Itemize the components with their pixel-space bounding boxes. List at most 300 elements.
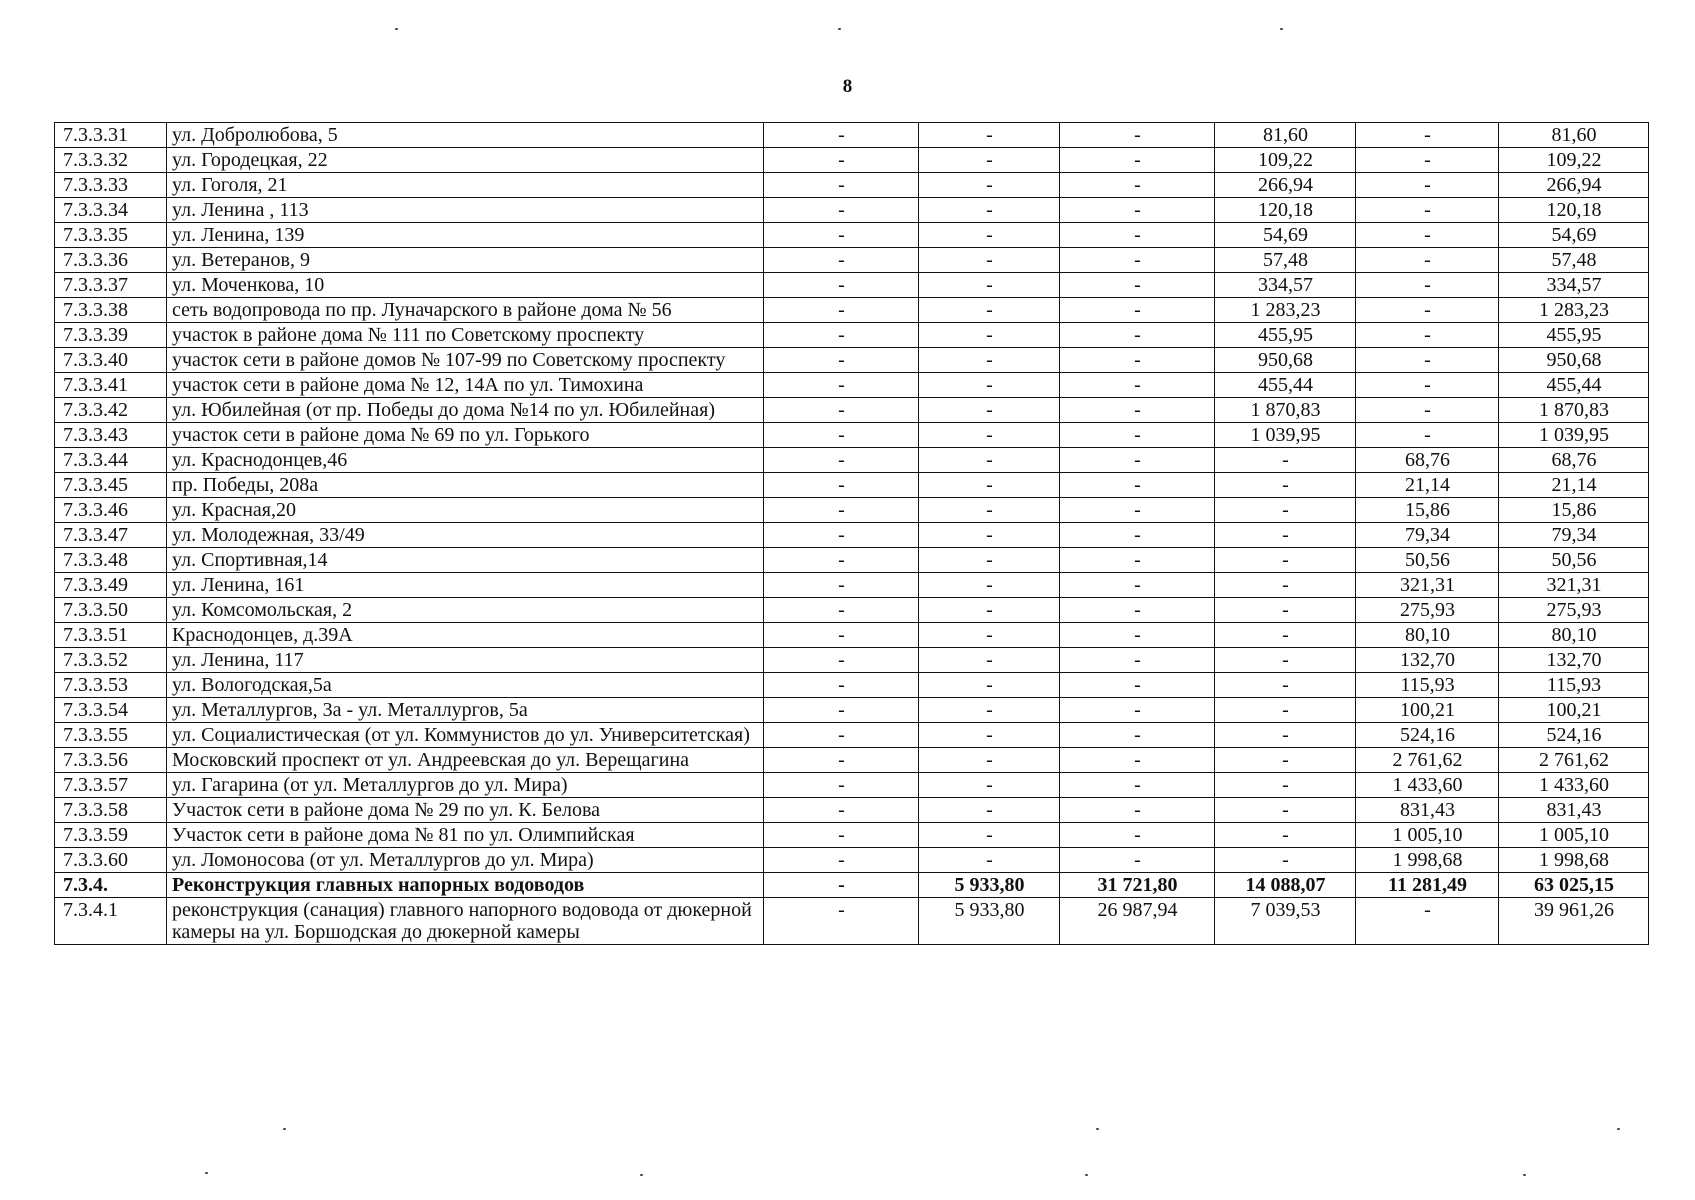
- value-col-2: -: [919, 548, 1060, 573]
- value-col-2: -: [919, 398, 1060, 423]
- table-row: [55, 773, 1649, 798]
- row-name: Участок сети в районе дома № 81 по ул. Олимпийская: [167, 823, 764, 848]
- table-row: [55, 373, 1649, 398]
- value-total: 1 870,83: [1499, 398, 1649, 423]
- value-col-5: -: [1356, 348, 1499, 373]
- value-col-5: 100,21: [1356, 698, 1499, 723]
- table-row: [55, 598, 1649, 623]
- value-col-1: -: [764, 323, 919, 348]
- row-code: 7.3.3.59: [55, 823, 167, 848]
- row-code: 7.3.3.36: [55, 248, 167, 273]
- row-code: 7.3.3.54: [55, 698, 167, 723]
- row-name: Краснодонцев, д.39А: [167, 623, 764, 648]
- row-name: ул. Ленина, 117: [167, 648, 764, 673]
- value-total: 57,48: [1499, 248, 1649, 273]
- value-col-1: -: [764, 373, 919, 398]
- row-code: 7.3.3.32: [55, 148, 167, 173]
- row-name: Реконструкция главных напорных водоводов: [167, 873, 764, 898]
- row-code: 7.3.3.51: [55, 623, 167, 648]
- value-col-3: -: [1060, 223, 1215, 248]
- value-col-4: 455,44: [1215, 373, 1356, 398]
- value-col-1: -: [764, 248, 919, 273]
- value-col-2: -: [919, 123, 1060, 148]
- value-total: 15,86: [1499, 498, 1649, 523]
- row-code: 7.3.3.41: [55, 373, 167, 398]
- row-name: ул. Ленина, 139: [167, 223, 764, 248]
- row-code: 7.3.3.35: [55, 223, 167, 248]
- row-code: 7.3.3.52: [55, 648, 167, 673]
- value-col-3: -: [1060, 248, 1215, 273]
- value-col-2: -: [919, 198, 1060, 223]
- value-total: 50,56: [1499, 548, 1649, 573]
- value-total: 455,44: [1499, 373, 1649, 398]
- value-col-1: -: [764, 673, 919, 698]
- value-col-3: -: [1060, 773, 1215, 798]
- scan-speck: [1280, 28, 1283, 30]
- value-col-2: 5 933,80: [919, 898, 1060, 945]
- table-row: [55, 748, 1649, 773]
- value-col-3: -: [1060, 498, 1215, 523]
- value-col-5: -: [1356, 123, 1499, 148]
- scan-speck: [205, 1172, 208, 1174]
- value-col-4: 120,18: [1215, 198, 1356, 223]
- table-row: [55, 698, 1649, 723]
- value-col-4: -: [1215, 748, 1356, 773]
- value-col-5: 1 005,10: [1356, 823, 1499, 848]
- value-col-5: -: [1356, 423, 1499, 448]
- value-col-5: 2 761,62: [1356, 748, 1499, 773]
- value-col-5: 275,93: [1356, 598, 1499, 623]
- value-col-4: -: [1215, 498, 1356, 523]
- row-name: сеть водопровода по пр. Луначарского в районе дома № 56: [167, 298, 764, 323]
- row-name: Московский проспект от ул. Андреевская до ул. Верещагина: [167, 748, 764, 773]
- value-col-4: -: [1215, 698, 1356, 723]
- row-code: 7.3.3.45: [55, 473, 167, 498]
- row-name: ул. Моченкова, 10: [167, 273, 764, 298]
- row-name: ул. Гоголя, 21: [167, 173, 764, 198]
- row-name: ул. Ломоносова (от ул. Металлургов до ул. Мира): [167, 848, 764, 873]
- value-col-3: -: [1060, 473, 1215, 498]
- value-col-4: -: [1215, 598, 1356, 623]
- value-total: 334,57: [1499, 273, 1649, 298]
- table-row: [55, 448, 1649, 473]
- value-col-1: -: [764, 798, 919, 823]
- table-row: [55, 473, 1649, 498]
- value-col-1: -: [764, 423, 919, 448]
- value-col-3: -: [1060, 723, 1215, 748]
- row-name: ул. Краснодонцев,46: [167, 448, 764, 473]
- row-name: ул. Ленина , 113: [167, 198, 764, 223]
- value-col-2: -: [919, 448, 1060, 473]
- table-row: [55, 498, 1649, 523]
- value-col-5: 80,10: [1356, 623, 1499, 648]
- value-col-4: 7 039,53: [1215, 898, 1356, 945]
- value-col-1: -: [764, 273, 919, 298]
- value-col-1: -: [764, 773, 919, 798]
- value-col-5: 1 433,60: [1356, 773, 1499, 798]
- row-name: реконструкция (санация) главного напорного водовода от дюкерной камеры на ул. Боршодская до дюкерной камеры: [167, 898, 764, 945]
- value-col-2: -: [919, 673, 1060, 698]
- value-total: 831,43: [1499, 798, 1649, 823]
- value-col-5: 11 281,49: [1356, 873, 1499, 898]
- value-total: 1 283,23: [1499, 298, 1649, 323]
- value-col-5: 15,86: [1356, 498, 1499, 523]
- value-col-3: -: [1060, 348, 1215, 373]
- value-col-2: -: [919, 348, 1060, 373]
- value-col-5: -: [1356, 223, 1499, 248]
- value-col-2: -: [919, 698, 1060, 723]
- row-code: 7.3.4.1: [55, 898, 167, 945]
- row-name: ул. Ветеранов, 9: [167, 248, 764, 273]
- row-name: пр. Победы, 208а: [167, 473, 764, 498]
- value-total: 79,34: [1499, 523, 1649, 548]
- table-row: [55, 848, 1649, 873]
- row-name: ул. Молодежная, 33/49: [167, 523, 764, 548]
- value-total: 132,70: [1499, 648, 1649, 673]
- value-col-1: -: [764, 548, 919, 573]
- table-row: [55, 398, 1649, 423]
- table-row: [55, 248, 1649, 273]
- value-col-2: -: [919, 473, 1060, 498]
- value-col-4: -: [1215, 673, 1356, 698]
- row-code: 7.3.3.37: [55, 273, 167, 298]
- value-total: 1 998,68: [1499, 848, 1649, 873]
- value-col-3: -: [1060, 798, 1215, 823]
- value-col-5: 524,16: [1356, 723, 1499, 748]
- value-col-3: -: [1060, 448, 1215, 473]
- value-col-4: 334,57: [1215, 273, 1356, 298]
- value-col-1: -: [764, 473, 919, 498]
- value-col-4: 57,48: [1215, 248, 1356, 273]
- row-code: 7.3.4.: [55, 873, 167, 898]
- value-col-2: -: [919, 148, 1060, 173]
- table-row: [55, 898, 1649, 945]
- value-col-5: 831,43: [1356, 798, 1499, 823]
- value-col-5: -: [1356, 323, 1499, 348]
- table-row: [55, 573, 1649, 598]
- value-col-2: -: [919, 573, 1060, 598]
- row-name: участок сети в районе дома № 12, 14А по ул. Тимохина: [167, 373, 764, 398]
- row-name: ул. Гагарина (от ул. Металлургов до ул. Мира): [167, 773, 764, 798]
- scan-speck: [1523, 1174, 1526, 1176]
- value-col-2: -: [919, 323, 1060, 348]
- value-total: 1 039,95: [1499, 423, 1649, 448]
- value-col-5: 321,31: [1356, 573, 1499, 598]
- value-col-1: -: [764, 498, 919, 523]
- value-col-4: 266,94: [1215, 173, 1356, 198]
- table-row: [55, 123, 1649, 148]
- value-col-3: -: [1060, 173, 1215, 198]
- value-total: 120,18: [1499, 198, 1649, 223]
- value-col-1: -: [764, 298, 919, 323]
- scan-speck: [1617, 1128, 1620, 1130]
- value-col-4: 1 039,95: [1215, 423, 1356, 448]
- value-col-1: -: [764, 198, 919, 223]
- row-code: 7.3.3.49: [55, 573, 167, 598]
- value-total: 109,22: [1499, 148, 1649, 173]
- row-name: ул. Металлургов, 3а - ул. Металлургов, 5а: [167, 698, 764, 723]
- table-row: [55, 423, 1649, 448]
- value-total: 950,68: [1499, 348, 1649, 373]
- row-name: ул. Городецкая, 22: [167, 148, 764, 173]
- value-col-3: -: [1060, 298, 1215, 323]
- value-col-3: -: [1060, 373, 1215, 398]
- table-row: [55, 348, 1649, 373]
- value-col-3: -: [1060, 323, 1215, 348]
- value-col-5: 50,56: [1356, 548, 1499, 573]
- value-total: 275,93: [1499, 598, 1649, 623]
- value-col-2: -: [919, 498, 1060, 523]
- value-col-4: -: [1215, 723, 1356, 748]
- value-col-3: -: [1060, 573, 1215, 598]
- value-col-4: 54,69: [1215, 223, 1356, 248]
- scan-speck: [395, 28, 398, 30]
- value-col-3: -: [1060, 648, 1215, 673]
- value-col-2: -: [919, 598, 1060, 623]
- row-name: ул. Красная,20: [167, 498, 764, 523]
- value-total: 68,76: [1499, 448, 1649, 473]
- value-col-3: -: [1060, 673, 1215, 698]
- table-row: [55, 648, 1649, 673]
- row-code: 7.3.3.31: [55, 123, 167, 148]
- value-col-5: 115,93: [1356, 673, 1499, 698]
- table-row: [55, 673, 1649, 698]
- value-col-5: -: [1356, 173, 1499, 198]
- row-name: Участок сети в районе дома № 29 по ул. К. Белова: [167, 798, 764, 823]
- row-code: 7.3.3.48: [55, 548, 167, 573]
- value-col-1: -: [764, 623, 919, 648]
- table-row: [55, 273, 1649, 298]
- value-col-1: -: [764, 873, 919, 898]
- row-name: ул. Юбилейная (от пр. Победы до дома №14 по ул. Юбилейная): [167, 398, 764, 423]
- value-total: 39 961,26: [1499, 898, 1649, 945]
- page-number: 8: [842, 76, 853, 97]
- value-col-1: -: [764, 173, 919, 198]
- row-code: 7.3.3.46: [55, 498, 167, 523]
- value-col-3: -: [1060, 548, 1215, 573]
- row-code: 7.3.3.47: [55, 523, 167, 548]
- row-name: ул. Комсомольская, 2: [167, 598, 764, 623]
- value-col-2: -: [919, 173, 1060, 198]
- row-code: 7.3.3.38: [55, 298, 167, 323]
- value-total: 81,60: [1499, 123, 1649, 148]
- value-col-1: -: [764, 848, 919, 873]
- row-name: ул. Вологодская,5а: [167, 673, 764, 698]
- value-total: 2 761,62: [1499, 748, 1649, 773]
- value-col-2: -: [919, 823, 1060, 848]
- value-total: 455,95: [1499, 323, 1649, 348]
- value-col-3: -: [1060, 273, 1215, 298]
- table-row: [55, 148, 1649, 173]
- value-col-1: -: [764, 123, 919, 148]
- row-name: ул. Социалистическая (от ул. Коммунистов до ул. Университетская): [167, 723, 764, 748]
- value-col-5: -: [1356, 198, 1499, 223]
- value-col-5: -: [1356, 273, 1499, 298]
- value-col-2: -: [919, 273, 1060, 298]
- value-col-5: -: [1356, 373, 1499, 398]
- row-code: 7.3.3.44: [55, 448, 167, 473]
- value-total: 1 433,60: [1499, 773, 1649, 798]
- value-col-3: -: [1060, 698, 1215, 723]
- value-col-4: -: [1215, 623, 1356, 648]
- value-col-3: -: [1060, 123, 1215, 148]
- value-col-1: -: [764, 448, 919, 473]
- value-col-3: -: [1060, 623, 1215, 648]
- value-col-1: -: [764, 748, 919, 773]
- value-total: 115,93: [1499, 673, 1649, 698]
- value-col-5: -: [1356, 148, 1499, 173]
- scan-speck: [838, 28, 841, 30]
- value-col-1: -: [764, 598, 919, 623]
- value-col-3: 31 721,80: [1060, 873, 1215, 898]
- table-row: [55, 173, 1649, 198]
- value-col-3: -: [1060, 598, 1215, 623]
- value-col-1: -: [764, 698, 919, 723]
- value-col-1: -: [764, 348, 919, 373]
- value-col-5: -: [1356, 298, 1499, 323]
- row-code: 7.3.3.56: [55, 748, 167, 773]
- value-col-4: -: [1215, 823, 1356, 848]
- value-col-5: 132,70: [1356, 648, 1499, 673]
- value-col-3: -: [1060, 423, 1215, 448]
- row-code: 7.3.3.55: [55, 723, 167, 748]
- row-name: ул. Добролюбова, 5: [167, 123, 764, 148]
- row-name: участок сети в районе дома № 69 по ул. Горького: [167, 423, 764, 448]
- value-total: 100,21: [1499, 698, 1649, 723]
- value-col-5: -: [1356, 398, 1499, 423]
- value-col-3: -: [1060, 198, 1215, 223]
- value-col-4: -: [1215, 548, 1356, 573]
- value-col-5: -: [1356, 898, 1499, 945]
- data-table: [54, 122, 1649, 945]
- value-col-2: -: [919, 623, 1060, 648]
- row-code: 7.3.3.53: [55, 673, 167, 698]
- row-name: участок в районе дома № 111 по Советскому проспекту: [167, 323, 764, 348]
- value-total: 321,31: [1499, 573, 1649, 598]
- value-col-5: -: [1356, 248, 1499, 273]
- row-name: ул. Спортивная,14: [167, 548, 764, 573]
- value-col-3: -: [1060, 748, 1215, 773]
- value-total: 1 005,10: [1499, 823, 1649, 848]
- table-row: [55, 523, 1649, 548]
- table-row: [55, 798, 1649, 823]
- scan-speck: [1085, 1174, 1088, 1176]
- row-code: 7.3.3.42: [55, 398, 167, 423]
- table-row: [55, 223, 1649, 248]
- value-total: 80,10: [1499, 623, 1649, 648]
- value-col-3: -: [1060, 823, 1215, 848]
- value-col-1: -: [764, 148, 919, 173]
- value-col-3: -: [1060, 398, 1215, 423]
- value-col-4: -: [1215, 573, 1356, 598]
- row-code: 7.3.3.58: [55, 798, 167, 823]
- value-col-4: 455,95: [1215, 323, 1356, 348]
- value-col-4: 14 088,07: [1215, 873, 1356, 898]
- row-code: 7.3.3.33: [55, 173, 167, 198]
- value-total: 63 025,15: [1499, 873, 1649, 898]
- value-total: 21,14: [1499, 473, 1649, 498]
- value-col-2: -: [919, 798, 1060, 823]
- value-col-1: -: [764, 898, 919, 945]
- scan-speck: [283, 1128, 286, 1130]
- value-col-4: -: [1215, 448, 1356, 473]
- value-col-4: 109,22: [1215, 148, 1356, 173]
- table-row: [55, 198, 1649, 223]
- value-col-2: -: [919, 298, 1060, 323]
- value-col-2: -: [919, 748, 1060, 773]
- value-col-2: -: [919, 773, 1060, 798]
- value-col-1: -: [764, 573, 919, 598]
- value-col-4: 81,60: [1215, 123, 1356, 148]
- value-col-4: 1 283,23: [1215, 298, 1356, 323]
- value-col-1: -: [764, 648, 919, 673]
- row-code: 7.3.3.57: [55, 773, 167, 798]
- value-col-2: -: [919, 223, 1060, 248]
- table-row: [55, 548, 1649, 573]
- value-col-3: -: [1060, 148, 1215, 173]
- value-col-4: 950,68: [1215, 348, 1356, 373]
- value-col-4: -: [1215, 798, 1356, 823]
- value-col-4: -: [1215, 773, 1356, 798]
- value-col-5: 1 998,68: [1356, 848, 1499, 873]
- row-code: 7.3.3.34: [55, 198, 167, 223]
- value-col-4: 1 870,83: [1215, 398, 1356, 423]
- table-body: [55, 123, 1649, 945]
- value-col-2: -: [919, 248, 1060, 273]
- table-row: [55, 298, 1649, 323]
- value-col-1: -: [764, 223, 919, 248]
- value-col-4: -: [1215, 523, 1356, 548]
- value-col-3: -: [1060, 523, 1215, 548]
- row-code: 7.3.3.60: [55, 848, 167, 873]
- value-col-3: 26 987,94: [1060, 898, 1215, 945]
- value-col-2: -: [919, 723, 1060, 748]
- row-code: 7.3.3.43: [55, 423, 167, 448]
- value-col-1: -: [764, 398, 919, 423]
- table-row: [55, 723, 1649, 748]
- value-col-1: -: [764, 523, 919, 548]
- value-col-1: -: [764, 723, 919, 748]
- value-col-4: -: [1215, 473, 1356, 498]
- table-row: [55, 823, 1649, 848]
- value-col-2: -: [919, 423, 1060, 448]
- table-row: [55, 323, 1649, 348]
- row-code: 7.3.3.40: [55, 348, 167, 373]
- value-col-5: 21,14: [1356, 473, 1499, 498]
- scan-speck: [1096, 1128, 1099, 1130]
- value-total: 524,16: [1499, 723, 1649, 748]
- value-col-2: -: [919, 848, 1060, 873]
- value-col-5: 79,34: [1356, 523, 1499, 548]
- value-col-2: -: [919, 373, 1060, 398]
- value-col-5: 68,76: [1356, 448, 1499, 473]
- value-col-1: -: [764, 823, 919, 848]
- row-code: 7.3.3.39: [55, 323, 167, 348]
- value-total: 54,69: [1499, 223, 1649, 248]
- value-total: 266,94: [1499, 173, 1649, 198]
- scan-speck: [640, 1174, 643, 1176]
- table-row: [55, 873, 1649, 898]
- value-col-2: -: [919, 523, 1060, 548]
- value-col-2: -: [919, 648, 1060, 673]
- value-col-4: -: [1215, 848, 1356, 873]
- value-col-4: -: [1215, 648, 1356, 673]
- row-code: 7.3.3.50: [55, 598, 167, 623]
- value-col-2: 5 933,80: [919, 873, 1060, 898]
- value-col-3: -: [1060, 848, 1215, 873]
- row-name: ул. Ленина, 161: [167, 573, 764, 598]
- table-row: [55, 623, 1649, 648]
